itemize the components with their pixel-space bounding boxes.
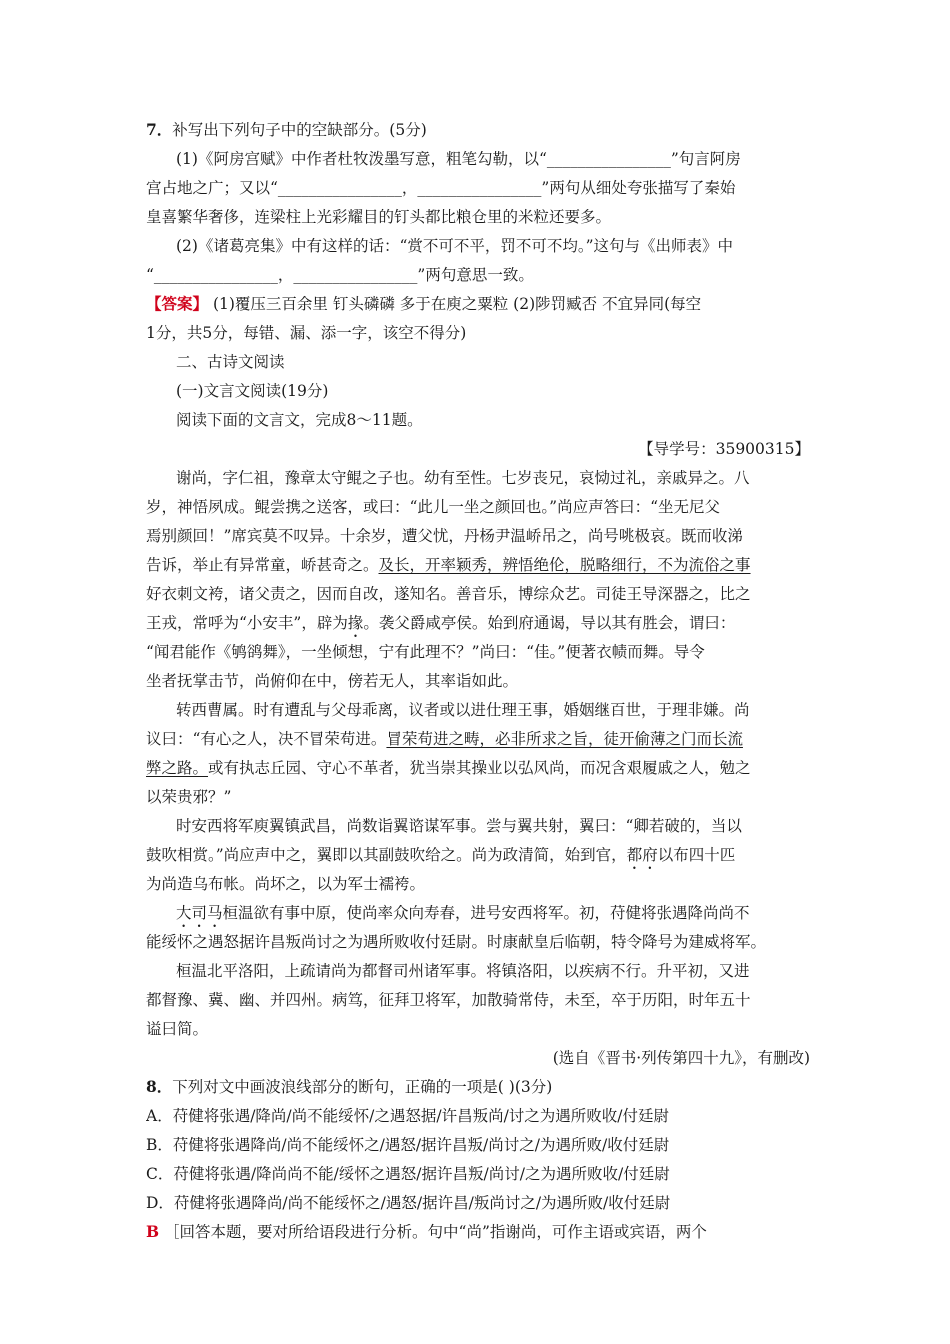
answer-letter: B [146,1222,160,1241]
q8-answer-line [146,1220,810,1244]
q7-answer-line2: 1分，共5分，每错、漏、添一字，该空不得分) [146,324,467,342]
passage-line [146,843,810,873]
passage-text: 告诉，举止有异常童，峤甚奇之。 [146,556,379,574]
answer-text: (1)覆压三百余里 钉头磷磷 多于在庾之粟粒 (2)陟罚臧否 不宜异同(每空 [208,295,702,313]
passage-text: 王戎，常呼为“小安丰”，辟为 [146,614,348,632]
passage-text: 议曰：“有心之人，决不冒荣苟进。 [146,730,387,748]
answer-tag: 【答案】 [146,294,209,313]
q7-part1-line2: 宫占地之广；又以“________________，________________”两句从细处夸张描写了秦始 [146,179,736,197]
passage-line [146,727,810,751]
question-7-text: 补写出下列句子中的空缺部分。(5分) [172,121,427,139]
q7-part2-line2: “________________，________________”两句意思一致。 [146,266,534,284]
passage-line [146,611,810,641]
passage-line: 为尚造乌布帐。尚坏之，以为军士襦袴。 [146,875,426,893]
passage-line: 谢尚，字仁祖，豫章太守鲲之子也。幼有至性。七岁丧兄，哀恸过礼，亲戚异之。八 [176,469,750,487]
passage-line: 都督豫、冀、幽、并四州。病笃，征拜卫将军，加散骑常侍，未至，卒于历阳，时年五十 [146,991,751,1009]
passage-line: 能绥怀之遇怒据许昌叛尚讨之为遇所败收付廷尉。时康献皇后临朝，特令降号为建威将军。 [146,933,767,951]
dotted-word: 都府 [626,846,658,864]
passage-text: 桓温欲有事中原，使尚率众向寿春，进号安西将军。初，苻健将张遇降尚尚不 [222,904,750,922]
passage-line: 时安西将军庾翼镇武昌，尚数诣翼谘谋军事。尝与翼共射，翼曰：“卿若破的，当以 [176,817,742,835]
passage-line: 焉别颜回！”席宾莫不叹异。十余岁，遭父忧，丹杨尹温峤吊之，尚号咷极哀。既而收涕 [146,527,743,545]
passage-line: 岁，神悟夙成。鲲尝携之送客，或曰：“此儿一坐之颜回也。”尚应声答曰：“坐无尼父 [146,498,721,516]
option-d: D．苻健将张遇降尚/尚不能绥怀之/遇怒/据许昌/叛尚讨之/为遇所败/收付廷尉 [146,1194,671,1212]
answer-explanation: ［回答本题，要对所给语段进行分析。句中“尚”指谢尚，可作主语或宾语，两个 [159,1223,707,1241]
section-heading: 二、古诗文阅读 [176,353,285,371]
guide-number: 【导学号：35900315】 [638,440,810,458]
dotted-word: 掾 [347,614,364,632]
passage-line [146,553,810,577]
passage-line: 好衣刺文袴，诸父责之，因而自改，遂知名。善音乐，博综众艺。司徒王导深器之，比之 [146,585,751,603]
passage-line: 桓温北平洛阳，上疏请尚为都督司州诸军事。将镇洛阳，以疾病不行。升平初，又进 [176,962,750,980]
passage-text: 或有执志丘园、守心不革者，犹当崇其操业以弘风尚，而况含艰履戚之人，勉之 [208,759,751,777]
question-8-text: 下列对文中画波浪线部分的断句，正确的一项是( )(3分) [172,1078,553,1096]
passage-line: “闻君能作《鸲鹆舞》，一坐倾想，宁有此理不？”尚曰：“佳。”便著衣帻而舞。导令 [146,643,705,661]
underlined-sentence: 冒荣苟进之畴，必非所求之旨，徒开偷薄之门而长流 [386,730,743,748]
underlined-sentence: 及长，开率颖秀，辨悟绝伦，脱略细行，不为流俗之事 [378,556,751,574]
question-8-number: 8． [146,1077,173,1096]
passage-line [146,756,810,780]
q7-answer-line1 [146,292,810,316]
passage-line: 以荣贵邪？” [146,788,232,806]
option-c: C．苻健将张遇/降尚尚不能/绥怀之遇怒/据许昌叛/尚讨/之为遇所败收/付廷尉 [146,1165,670,1183]
question-7-number: 7． [146,120,173,139]
passage-source: (选自《晋书·列传第四十九》，有删改) [552,1049,810,1067]
passage-line: 坐者抚掌击节，尚俯仰在中，傍若无人，其率诣如此。 [146,672,519,690]
option-a: A．苻健将张遇/降尚/尚不能绥怀/之遇怒据/许昌叛尚/讨之为遇所败收/付廷尉 [146,1107,670,1125]
passage-text: 鼓吹相赏。”尚应声中之，翼即以其副鼓吹给之。尚为政清简，始到官， [146,846,627,864]
passage-text: 以布四十匹 [657,846,736,864]
q7-part1-line3: 皇喜繁华奢侈，连梁柱上光彩耀目的钉头都比粮仓里的米粒还要多。 [146,208,612,226]
option-b: B．苻健将张遇降尚/尚不能绥怀之/遇怒/据许昌叛/尚讨之/为遇所败/收付廷尉 [146,1136,670,1154]
q7-part2-line1: (2)《诸葛亮集》中有这样的话：“赏不可不平，罚不可不均。”这句与《出师表》中 [176,237,734,255]
dotted-word: 大司马 [176,904,223,922]
question-7-title [146,118,810,142]
underlined-sentence: 弊之路。 [146,759,209,777]
passage-line [176,901,810,931]
passage-line: 谥曰简。 [146,1020,209,1038]
subsection-heading: (一)文言文阅读(19分) [176,382,329,400]
instructions: 阅读下面的文言文，完成8～11题。 [176,411,423,429]
passage-line: 转西曹属。时有遭乱与父母乖离，议者或以进仕理王事，婚姻继百世，于理非嫌。尚 [176,701,750,719]
q7-part1-line1: (1)《阿房宫赋》中作者杜牧泼墨写意，粗笔勾勒，以“________________”句言阿房 [176,150,741,168]
passage-text: 。袭父爵咸亭侯。始到府通谒，导以其有胜会，谓曰： [363,614,736,632]
question-8-stem [146,1075,810,1099]
